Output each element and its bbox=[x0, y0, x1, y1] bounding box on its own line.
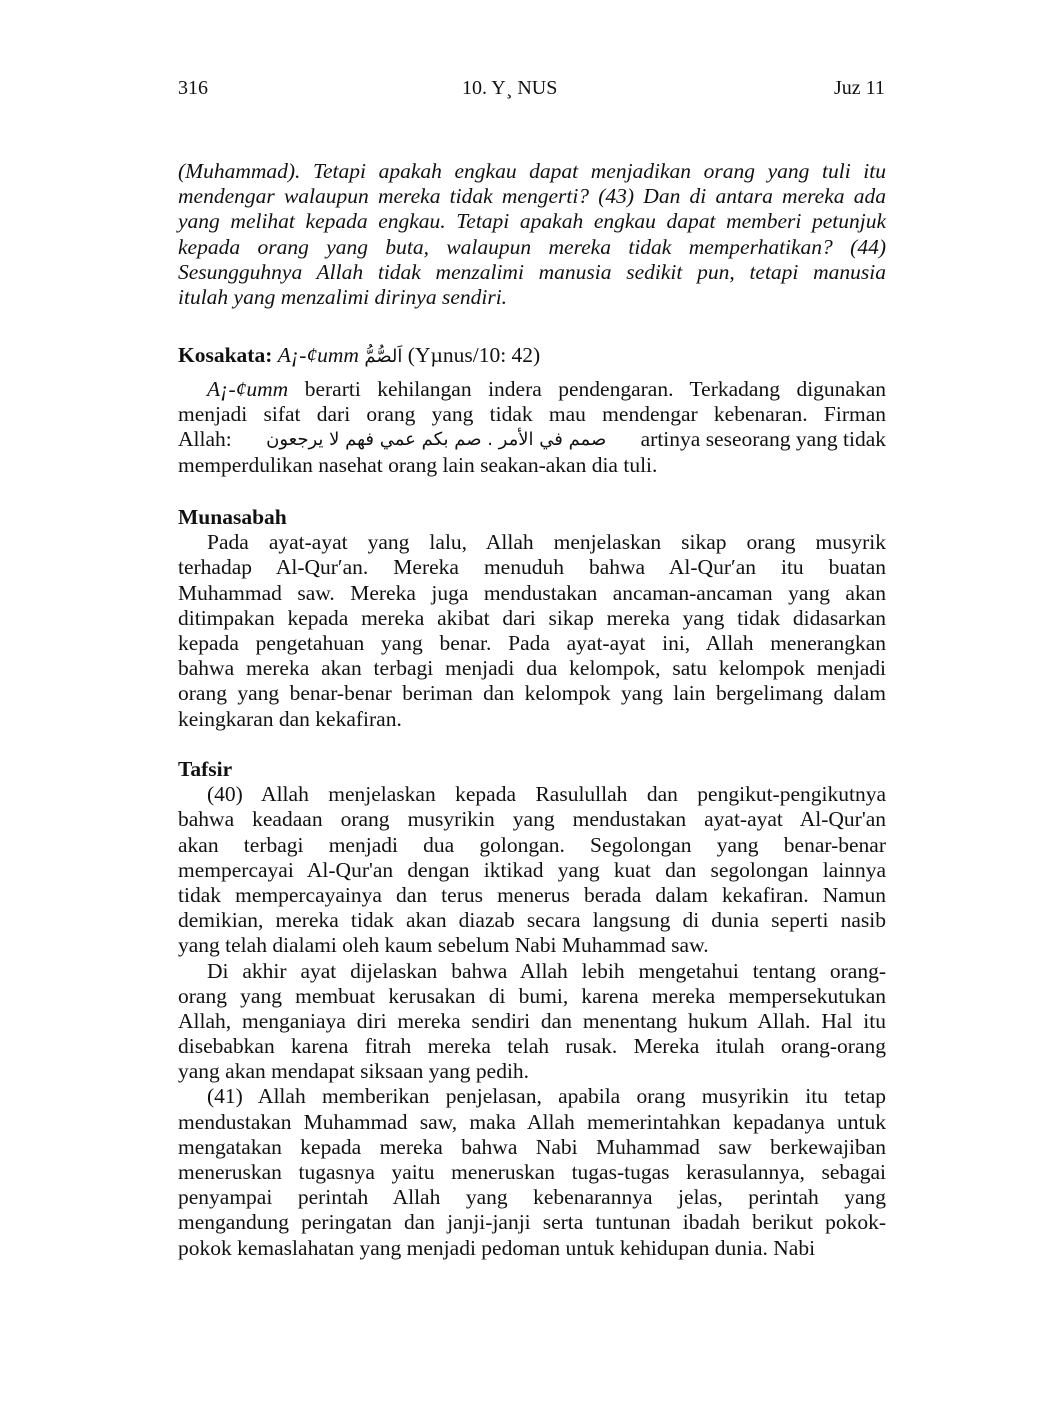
kosakata-term-inline: A¡-¢umm bbox=[207, 377, 289, 401]
text-line: pokok kemaslahatan yang menjadi pedoman untuk kehidupan dunia. Nabi bbox=[178, 1235, 816, 1260]
text-line: keingkaran dan kekafiran. bbox=[178, 706, 402, 731]
text-line: meneruskan tugasnya yaitu meneruskan tugas-tugas kerasulannya, sebagai bbox=[178, 1160, 886, 1184]
text-line: mendengar walaupun mereka tidak mengerti? (43) Dan di antara mereka ada bbox=[178, 184, 886, 209]
text-line: terhadap Al-Qur′an. Mereka menuduh bahwa Al-Qur′an itu buatan bbox=[178, 555, 886, 580]
text-line: bahwa mereka akan terbagi menjadi dua kelompok, satu kelompok menjadi bbox=[178, 656, 886, 681]
text-line: penyampai perintah Allah yang kebenarannya jelas, perintah yang bbox=[178, 1185, 886, 1210]
juz-label: Juz 11 bbox=[834, 77, 885, 99]
kosakata-text: memperdulikan nasehat orang lain seakan-akan dia tuli. bbox=[178, 452, 658, 477]
kosakata-section bbox=[178, 343, 886, 478]
text-line: kepada orang yang buta, walaupun mereka tidak memperhatikan? (44) bbox=[178, 234, 886, 259]
text-line: akan terbagi menjadi dua golongan. Segolongan yang benar-benar bbox=[178, 832, 886, 857]
text-line: mengatakan kepada mereka bahwa Nabi Muhammad saw berkewajiban bbox=[178, 1134, 886, 1159]
text-line: kepada pengetahuan yang benar. Pada ayat-ayat ini, Allah menerangkan bbox=[178, 630, 886, 655]
text-line: Allah, menganiaya diri mereka sendiri dan menentang hukum Allah. Hal itu bbox=[178, 1008, 886, 1033]
translation-passage bbox=[178, 159, 886, 310]
munasabah-section bbox=[178, 505, 886, 732]
tafsir-paragraph bbox=[178, 959, 886, 1085]
kosakata-arabic: اَلصُّمُّ bbox=[364, 346, 403, 367]
text-line: yang melihat kepada engkau. Tetapi apakah engkau dapat memberi petunjuk bbox=[178, 209, 886, 234]
kosakata-label: Kosakata: bbox=[178, 343, 273, 367]
text-line: tidak mempercayainya dan terus menerus berada dalam kekafiran. Namun bbox=[178, 882, 886, 907]
tafsir-heading: Tafsir bbox=[178, 757, 233, 781]
text-line: Pada ayat-ayat yang lalu, Allah menjelaskan sikap orang musyrik bbox=[207, 530, 886, 555]
tafsir-paragraph bbox=[178, 782, 886, 958]
text-line: Di akhir ayat dijelaskan bahwa Allah lebih mengetahui tentang orang- bbox=[207, 958, 886, 983]
text-line: Sesungguhnya Allah tidak menzalimi manusia sedikit pun, tetapi manusia bbox=[178, 259, 886, 284]
kosakata-reference: (Yµnus/10: 42) bbox=[407, 343, 541, 367]
text-line: Muhammad saw. Mereka juga mendustakan ancaman-ancaman yang akan bbox=[178, 580, 886, 605]
page-number: 316 bbox=[178, 77, 208, 99]
kosakata-arabic-quote: صمم في الأمر . صم بكم عمي فهم لا يرجعون bbox=[266, 429, 607, 451]
text-line: ditimpakan kepada mereka akibat dari sikap mereka yang tidak didasarkan bbox=[178, 605, 886, 630]
text-line: mendustakan Muhammad saw, maka Allah memerintahkan kepadanya untuk bbox=[178, 1109, 886, 1134]
text-line: orang yang membuat kerusakan di bumi, karena mereka mempersekutukan bbox=[178, 983, 886, 1008]
text-line: demikian, mereka tidak akan diazab secara langsung di dunia seperti nasib bbox=[178, 908, 886, 933]
kosakata-term: A¡-¢umm bbox=[277, 343, 359, 367]
text-line: yang akan mendapat siksaan yang pedih. bbox=[178, 1059, 530, 1084]
text-line: mempercayai Al-Qur'an dengan iktikad yang kuat dan segolongan lainnya bbox=[178, 857, 886, 882]
text-line: orang yang benar-benar beriman dan kelompok yang lain bergelimang dalam bbox=[178, 681, 886, 706]
kosakata-text: artinya seseorang yang tidak bbox=[640, 427, 886, 452]
chapter-title: 10. Y¸ NUS bbox=[462, 77, 558, 99]
text-line: mengandung peringatan dan janji-janji serta tuntunan ibadah berikut pokok- bbox=[178, 1210, 886, 1235]
kosakata-text: Allah: bbox=[178, 427, 232, 452]
text-line: bahwa keadaan orang musyrikin yang mendustakan ayat-ayat Al-Qur'an bbox=[178, 807, 886, 832]
tafsir-section bbox=[178, 757, 886, 1261]
text-line: itulah yang menzalimi dirinya sendiri. bbox=[178, 284, 508, 309]
kosakata-text: menjadi sifat dari orang yang tidak mau mendengar kebenaran. Firman bbox=[178, 402, 886, 427]
tafsir-paragraph bbox=[178, 1084, 886, 1260]
kosakata-text: berarti kehilangan indera pendengaran. Terkadang digunakan bbox=[304, 377, 887, 401]
text-line: yang telah dialami oleh kaum sebelum Nabi Muhammad saw. bbox=[178, 933, 709, 958]
munasabah-heading: Munasabah bbox=[178, 505, 287, 529]
text-line: (41) Allah memberikan penjelasan, apabila orang musyrikin itu tetap bbox=[207, 1084, 886, 1109]
text-line: disebabkan karena fitrah mereka telah rusak. Mereka itulah orang-orang bbox=[178, 1034, 886, 1059]
text-line: (40) Allah menjelaskan kepada Rasulullah dan pengikut-pengikutnya bbox=[207, 782, 886, 807]
text-line: (Muhammad). Tetapi apakah engkau dapat menjadikan orang yang tuli itu bbox=[178, 159, 886, 183]
